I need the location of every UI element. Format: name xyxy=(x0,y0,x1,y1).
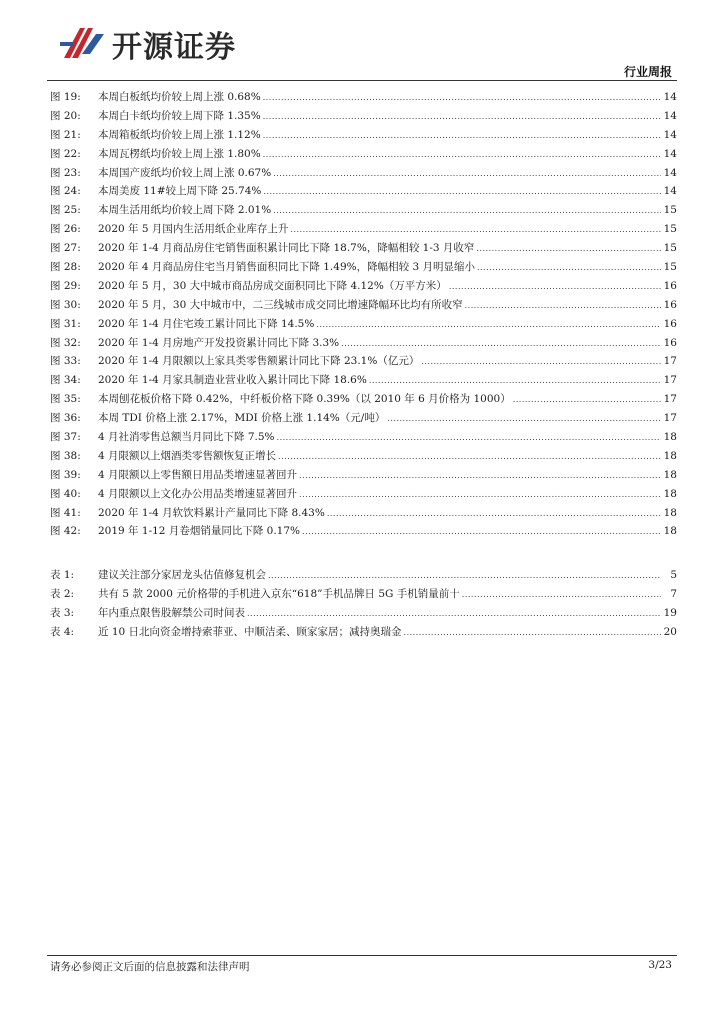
entry-page: 16 xyxy=(663,279,677,292)
entry-title: 4 月社消零售总额当月同比下降 7.5% xyxy=(98,431,275,444)
entry-title: 2020 年 1-4 月商品房住宅销售面积累计同比下降 18.7%，降幅相较 1-3 月收窄 xyxy=(98,242,475,255)
entry-label: 图 27: xyxy=(50,242,81,255)
entry-page: 20 xyxy=(663,625,677,638)
report-type: 行业周报 xyxy=(623,65,672,79)
header-divider xyxy=(47,80,677,81)
figure-entry[interactable] xyxy=(50,202,677,221)
entry-title: 本周刨花板价格下降 0.42%，中纤板价格下降 0.39%（以 2010 年 6 月价格为 1000） xyxy=(98,393,511,406)
entry-label: 图 39: xyxy=(50,468,81,481)
figure-entry[interactable] xyxy=(50,297,677,316)
entry-title: 本周箱板纸均价较上周上涨 1.12% xyxy=(98,128,261,141)
entry-label: 图 37: xyxy=(50,431,81,444)
entry-page: 18 xyxy=(663,525,677,538)
entry-label: 图 23: xyxy=(50,166,81,179)
figure-entry[interactable] xyxy=(50,259,677,278)
figure-entry[interactable] xyxy=(50,372,677,391)
dot-leader xyxy=(273,206,661,215)
dot-leader xyxy=(273,169,661,178)
dot-leader xyxy=(263,150,661,159)
entry-title: 2020 年 1-4 月限额以上家具类零售额累计同比下降 23.1%（亿元） xyxy=(98,355,420,368)
dot-leader xyxy=(327,509,661,518)
entry-label: 表 1: xyxy=(50,569,75,581)
entry-title: 本周瓦楞纸均价较上周上涨 1.80% xyxy=(98,147,261,160)
entry-page: 14 xyxy=(663,109,677,122)
entry-label: 图 36: xyxy=(50,412,81,425)
entry-title: 本周白卡纸均价较上周下降 1.35% xyxy=(98,109,261,122)
entry-page: 17 xyxy=(663,393,677,406)
figure-entry[interactable] xyxy=(50,429,677,448)
entry-title: 4 月限额以上零售额日用品类增速显著回升 xyxy=(98,468,298,481)
entry-label: 图 24: xyxy=(50,185,81,198)
figure-entry[interactable] xyxy=(50,278,677,297)
entry-title: 2020 年 5 月，30 大中城市中，二三线城市成交同比增速降幅环比均有所收窄 xyxy=(98,298,463,311)
figure-entry[interactable] xyxy=(50,523,677,542)
entry-label: 图 32: xyxy=(50,336,81,349)
entry-title: 建议关注部分家居龙头估值修复机会 xyxy=(98,569,266,581)
table-list xyxy=(50,567,677,643)
entry-label: 图 19: xyxy=(50,91,81,103)
figure-entry[interactable] xyxy=(50,486,677,505)
entry-label: 表 3: xyxy=(50,606,75,619)
entry-title: 2020 年 4 月商品房住宅当月销售面积同比下降 1.49%，降幅相较 3 月明显缩小 xyxy=(98,261,475,274)
entry-page: 16 xyxy=(663,298,677,311)
entry-page: 18 xyxy=(663,449,677,462)
entry-page: 15 xyxy=(663,261,677,274)
entry-label: 表 4: xyxy=(50,625,75,638)
entry-page: 15 xyxy=(663,242,677,255)
entry-label: 图 28: xyxy=(50,261,81,274)
entry-title: 2020 年 1-4 月家具制造业营业收入累计同比下降 18.6% xyxy=(98,374,367,387)
entry-label: 图 31: xyxy=(50,317,81,330)
entry-page: 17 xyxy=(663,355,677,368)
entry-title: 本周国产废纸均价较上周上涨 0.67% xyxy=(98,166,272,179)
table-entry[interactable] xyxy=(50,605,677,624)
dot-leader xyxy=(369,376,661,385)
entry-page: 15 xyxy=(663,223,677,236)
dot-leader xyxy=(299,471,661,480)
figure-entry[interactable] xyxy=(50,146,677,165)
entry-label: 图 35: xyxy=(50,393,81,406)
figure-entry[interactable] xyxy=(50,108,677,127)
dot-leader xyxy=(302,527,661,536)
figure-entry[interactable] xyxy=(50,221,677,240)
figure-entry[interactable] xyxy=(50,316,677,335)
figure-entry[interactable] xyxy=(50,165,677,184)
dot-leader xyxy=(476,244,661,253)
page-number: 3/23 xyxy=(648,959,672,971)
figure-entry[interactable] xyxy=(50,505,677,524)
kaiyuan-logo-icon xyxy=(58,24,106,64)
figure-entry[interactable] xyxy=(50,391,677,410)
footer-divider xyxy=(47,955,677,956)
dot-leader xyxy=(278,452,661,461)
figure-entry[interactable] xyxy=(50,410,677,429)
entry-page: 14 xyxy=(663,128,677,141)
entry-title: 4 月限额以上烟酒类零售额恢复正增长 xyxy=(98,449,277,462)
entry-label: 图 41: xyxy=(50,506,81,519)
entry-title: 本周白板纸均价较上周上涨 0.68% xyxy=(98,91,261,103)
dot-leader xyxy=(465,301,661,310)
entry-title: 本周美废 11#较上周下降 25.74% xyxy=(98,185,262,198)
entry-page: 17 xyxy=(663,412,677,425)
entry-title: 2020 年 5 月国内生活用纸企业库存上升 xyxy=(98,223,289,236)
entry-page: 18 xyxy=(663,487,677,500)
entry-title: 共有 5 款 2000 元价格带的手机进入京东“618”手机品牌日 5G 手机销量前十 xyxy=(98,587,460,600)
figure-entry[interactable] xyxy=(50,240,677,259)
entry-page: 5 xyxy=(670,569,677,581)
dot-leader xyxy=(277,433,661,442)
table-entry[interactable] xyxy=(50,624,677,643)
entry-page: 18 xyxy=(663,506,677,519)
entry-label: 图 25: xyxy=(50,204,81,217)
dot-leader xyxy=(263,93,661,102)
figure-entry[interactable] xyxy=(50,353,677,372)
table-entry[interactable] xyxy=(50,586,677,605)
entry-page: 17 xyxy=(663,374,677,387)
entry-label: 图 38: xyxy=(50,449,81,462)
entry-page: 7 xyxy=(670,587,677,600)
entry-page: 14 xyxy=(663,166,677,179)
footer-disclaimer: 请务必参阅正文后面的信息披露和法律声明 xyxy=(50,961,250,973)
entry-page: 16 xyxy=(663,336,677,349)
entry-title: 年内重点限售股解禁公司时间表 xyxy=(98,606,245,619)
entry-title: 4 月限额以上文化办公用品类增速显著回升 xyxy=(98,487,298,500)
dot-leader xyxy=(316,320,661,329)
entry-label: 图 22: xyxy=(50,147,81,160)
entry-page: 18 xyxy=(663,468,677,481)
entry-page: 14 xyxy=(663,147,677,160)
entry-page: 14 xyxy=(663,185,677,198)
dot-leader xyxy=(263,187,661,196)
dot-leader xyxy=(404,628,661,637)
dot-leader xyxy=(247,609,661,618)
entry-title: 近 10 日北向资金增持索菲亚、中顺洁柔、顾家家居；减持奥瑞金 xyxy=(98,625,402,638)
entry-label: 图 29: xyxy=(50,279,81,292)
figure-list xyxy=(50,89,677,542)
entry-label: 图 20: xyxy=(50,109,81,122)
entry-page: 19 xyxy=(663,606,677,619)
entry-title: 2020 年 1-4 月软饮料累计产量同比下降 8.43% xyxy=(98,506,325,519)
dot-leader xyxy=(477,263,661,272)
dot-leader xyxy=(263,112,661,121)
dot-leader xyxy=(290,225,661,234)
entry-page: 16 xyxy=(663,317,677,330)
entry-label: 图 40: xyxy=(50,487,81,500)
company-name: 开源证券 xyxy=(112,30,236,65)
entry-page: 18 xyxy=(663,431,677,444)
entry-title: 2019 年 1-12 月卷烟销量同比下降 0.17% xyxy=(98,525,301,538)
dot-leader xyxy=(387,414,661,423)
dot-leader xyxy=(299,490,661,499)
figure-entry[interactable] xyxy=(50,127,677,146)
entry-title: 本周生活用纸均价较上周下降 2.01% xyxy=(98,204,272,217)
dot-leader xyxy=(263,131,661,140)
table-entry[interactable] xyxy=(50,567,677,586)
entry-label: 图 42: xyxy=(50,525,81,538)
figure-entry[interactable] xyxy=(50,183,677,202)
entry-page: 15 xyxy=(663,204,677,217)
company-logo xyxy=(58,24,236,64)
entry-title: 本周 TDI 价格上涨 2.17%，MDI 价格上涨 1.14%（元/吨） xyxy=(98,412,386,425)
entry-title: 2020 年 5 月，30 大中城市商品房成交面积同比下降 4.12%（万平方米） xyxy=(98,279,447,292)
entry-label: 图 30: xyxy=(50,298,81,311)
entry-label: 图 33: xyxy=(50,355,81,368)
dot-leader xyxy=(421,357,661,366)
entry-label: 图 26: xyxy=(50,223,81,236)
dot-leader xyxy=(449,282,661,291)
entry-label: 图 34: xyxy=(50,374,81,387)
dot-leader xyxy=(268,571,661,580)
figure-entry[interactable] xyxy=(50,89,677,108)
entry-title: 2020 年 1-4 月住宅竣工累计同比下降 14.5% xyxy=(98,317,315,330)
entry-label: 图 21: xyxy=(50,128,81,141)
figure-entry[interactable] xyxy=(50,335,677,354)
entry-title: 2020 年 1-4 月房地产开发投资累计同比下降 3.3% xyxy=(98,336,340,349)
dot-leader xyxy=(462,590,661,599)
entry-label: 表 2: xyxy=(50,587,75,600)
dot-leader xyxy=(341,339,661,348)
entry-page: 14 xyxy=(663,91,677,103)
figure-entry[interactable] xyxy=(50,448,677,467)
figure-entry[interactable] xyxy=(50,467,677,486)
dot-leader xyxy=(513,395,661,404)
